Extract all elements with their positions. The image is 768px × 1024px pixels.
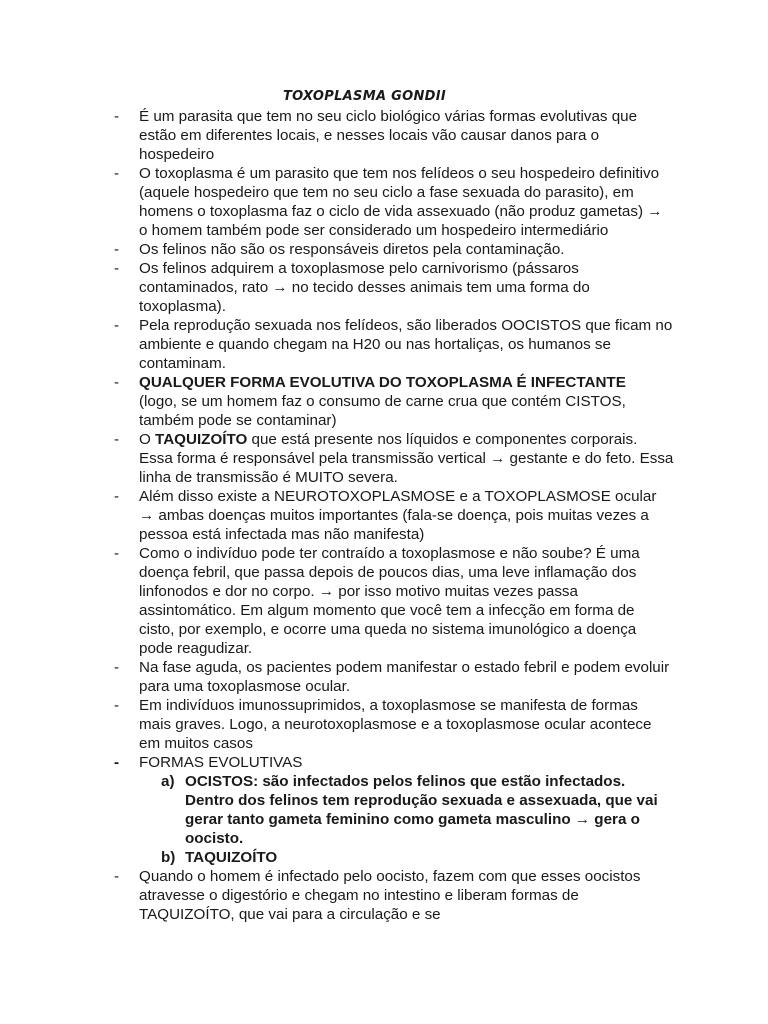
list-item: - Como o indivíduo pode ter contraído a toxoplasmose e não soube? É uma doença febril, que passa depois de poucos dias, uma leve inflamação dos linfonodos e dor no corpo. → por isso motivo muitas vezes passa assintomático. Em algum momento que você tem a infecção em forma de cisto, por exemplo, e ocorre uma queda no sistema imunológico a doença pode reagudizar. [114,545,640,657]
list-item: - Pela reprodução sexuada nos felídeos, são liberados OOCISTOS que ficam no ambiente e quando chegam na H20 ou nas hortaliças, os humanos se contaminam. [114,317,673,372]
dash-marker: - [114,374,120,391]
formas-heading: FORMAS EVOLUTIVAS [139,754,303,771]
list-item: - Em indivíduos imunossuprimidos, a toxoplasmose se manifesta de formas mais graves. Logo, a neurotoxoplasmose e a toxoplasmose ocular acontece em muitos casos [114,697,652,752]
dash-marker: - [114,868,120,885]
list-item: - Os felinos não são os responsáveis diretos pela contaminação. [114,241,565,258]
dash-marker: - [114,108,120,125]
sub-marker: b) [161,849,176,866]
dash-marker: - [114,317,120,334]
dash-marker: - [114,545,120,562]
dash-marker: - [114,697,120,714]
list-item-qualquer: - QUALQUER FORMA EVOLUTIVA DO TOXOPLASMA É INFECTANTE (logo, se um homem faz o consumo de carne crua que contém CISTOS, também pode se contaminar) [114,374,626,429]
dash-marker: - [114,431,120,448]
bold-statement: QUALQUER FORMA EVOLUTIVA DO TOXOPLASMA É INFECTANTE [139,374,626,391]
dash-marker: - [114,488,120,505]
sub-item-a: a) OCISTOS: são infectados pelos felinos que estão infectados. Dentro dos felinos tem reprodução sexuada e assexuada, que vai gerar tanto gameta feminino como gameta masculino → gera o oocisto. [161,773,658,847]
dash-marker: - [114,241,120,258]
sub-marker: a) [161,773,175,790]
list-item-taquizoito: - O TAQUIZOÍTO que está presente nos líquidos e componentes corporais. Essa forma é responsável pela transmissão vertical → gestante e do feto. Essa linha de transmissão é MUITO severa. [114,431,674,486]
sub-item-b: b) TAQUIZOÍTO [161,849,278,866]
dash-marker: - [114,260,120,277]
document-title: TOXOPLASMA GONDII [283,89,446,104]
dash-marker: - [114,754,120,771]
dash-marker: - [114,165,120,182]
list-item: - Quando o homem é infectado pelo oocisto, fazem com que esses oocistos atravesse o digestório e chegam no intestino e liberam formas de TAQUIZOÍTO, que vai para a circulação e se [114,868,641,923]
bullet-list [114,107,674,924]
list-item: - Na fase aguda, os pacientes podem manifestar o estado febril e podem evoluir para uma toxoplasmose ocular. [114,659,670,695]
list-item: - O toxoplasma é um parasito que tem nos felídeos o seu hospedeiro definitivo (aquele hospedeiro que tem no seu ciclo a fase sexuada do parasito), em homens o toxoplasma faz o ciclo de vida assexuado (não produz gametas) → o homem também pode ser considerado um hospedeiro intermediário [114,165,663,239]
dash-marker: - [114,659,120,676]
list-item: - Além disso existe a NEUROTOXOPLASMOSE e a TOXOPLASMOSE ocular → ambas doenças muitos importantes (fala-se doença, pois muitas vezes a pessoa está infectada mas não manifesta) [114,488,657,543]
list-item: - Os felinos adquirem a toxoplasmose pelo carnivorismo (pássaros contaminados, rato → no tecido desses animais tem uma forma do toxoplasma). [114,260,590,315]
list-item: - É um parasita que tem no seu ciclo biológico várias formas evolutivas que estão em diferentes locais, e nesses locais vão causar danos para o hospedeiro [114,108,638,163]
formas-heading-item [114,753,674,772]
